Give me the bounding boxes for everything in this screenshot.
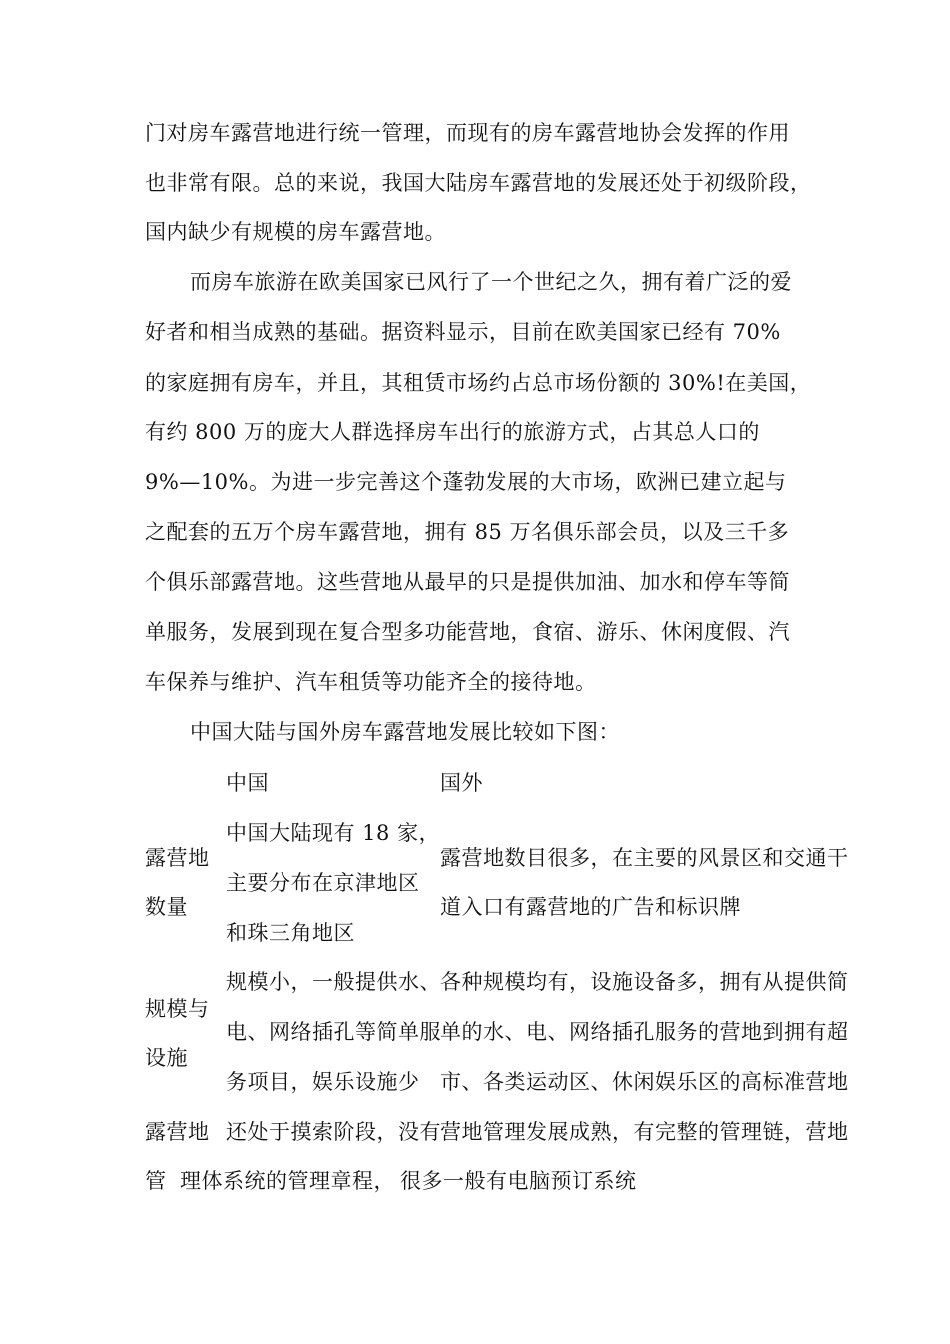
paragraph-line: 而房车旅游在欧美国家已风行了一个世纪之久，拥有着广泛的爱 (190, 270, 792, 294)
paragraph-line: 单服务，发展到现在复合型多功能营地，食宿、游乐、休闲度假、汽 (145, 620, 790, 644)
abroad-cell: 市、各类运动区、休闲娱乐区的高标准营地 (440, 1070, 849, 1094)
row-label: 设施 (145, 1046, 188, 1070)
row-label: 露营地 (145, 1120, 210, 1144)
paragraph-line: 好者和相当成熟的基础。据资料显示，目前在欧美国家已经有 70% (145, 320, 781, 344)
row-label: 规模与 (145, 997, 210, 1021)
abroad-cell: 各种规模均有，设施设备多，拥有从提供简 (440, 970, 849, 994)
paragraph-line: 有约 800 万的庞大人群选择房车出行的旅游方式，占其总人口的 (145, 420, 760, 444)
table-header-abroad: 国外 (440, 771, 483, 795)
china-cell: 还处于摸索阶段，没有 (226, 1120, 441, 1144)
china-cell: 主要分布在京津地区 (226, 871, 420, 895)
paragraph-line: 车保养与维护、汽车租赁等功能齐全的接待地。 (145, 670, 597, 694)
china-cell: 和珠三角地区 (226, 921, 355, 945)
abroad-cell: 营地管理发展成熟，有完整的管理链，营地 (440, 1120, 849, 1144)
paragraph-line: 也非常有限。总的来说，我国大陆房车露营地的发展还处于初级阶段， (145, 171, 812, 195)
paragraph-line: 个俱乐部露营地。这些营地从最早的只是提供加油、加水和停车等简 (145, 570, 790, 594)
paragraph-line: 的家庭拥有房车，并且，其租赁市场约占总市场份额的 30%!在美国， (145, 371, 812, 395)
abroad-cell: 道入口有露营地的广告和标识牌 (440, 895, 741, 919)
china-cell: 理体系统的管理章程， (180, 1169, 395, 1193)
china-cell: 电、网络插孔等简单服 (226, 1020, 441, 1044)
paragraph-line: 中国大陆与国外房车露营地发展比较如下图： (190, 720, 620, 744)
paragraph-line: 门对房车露营地进行统一管理，而现有的房车露营地协会发挥的作用 (145, 121, 790, 145)
row-label: 管 (145, 1169, 167, 1193)
paragraph-line: 国内缺少有规模的房车露营地。 (145, 220, 446, 244)
china-cell: 中国大陆现有 18 家， (226, 821, 441, 845)
abroad-cell: 露营地数目很多，在主要的风景区和交通干 (440, 846, 849, 870)
china-cell: 务项目，娱乐设施少 (226, 1070, 420, 1094)
abroad-cell: 单的水、电、网络插孔服务的营地到拥有超 (440, 1020, 849, 1044)
china-cell: 规模小，一般提供水、 (226, 970, 441, 994)
table-header-china: 中国 (226, 771, 269, 795)
row-label: 数量 (145, 895, 188, 919)
row-label: 露营地 (145, 846, 210, 870)
abroad-cell: 很多一般有电脑预订系统 (400, 1169, 637, 1193)
paragraph-line: 9%—10%。为进一步完善这个蓬勃发展的大市场，欧洲已建立起与 (145, 470, 787, 494)
paragraph-line: 之配套的五万个房车露营地，拥有 85 万名俱乐部会员，以及三千多 (145, 520, 790, 544)
